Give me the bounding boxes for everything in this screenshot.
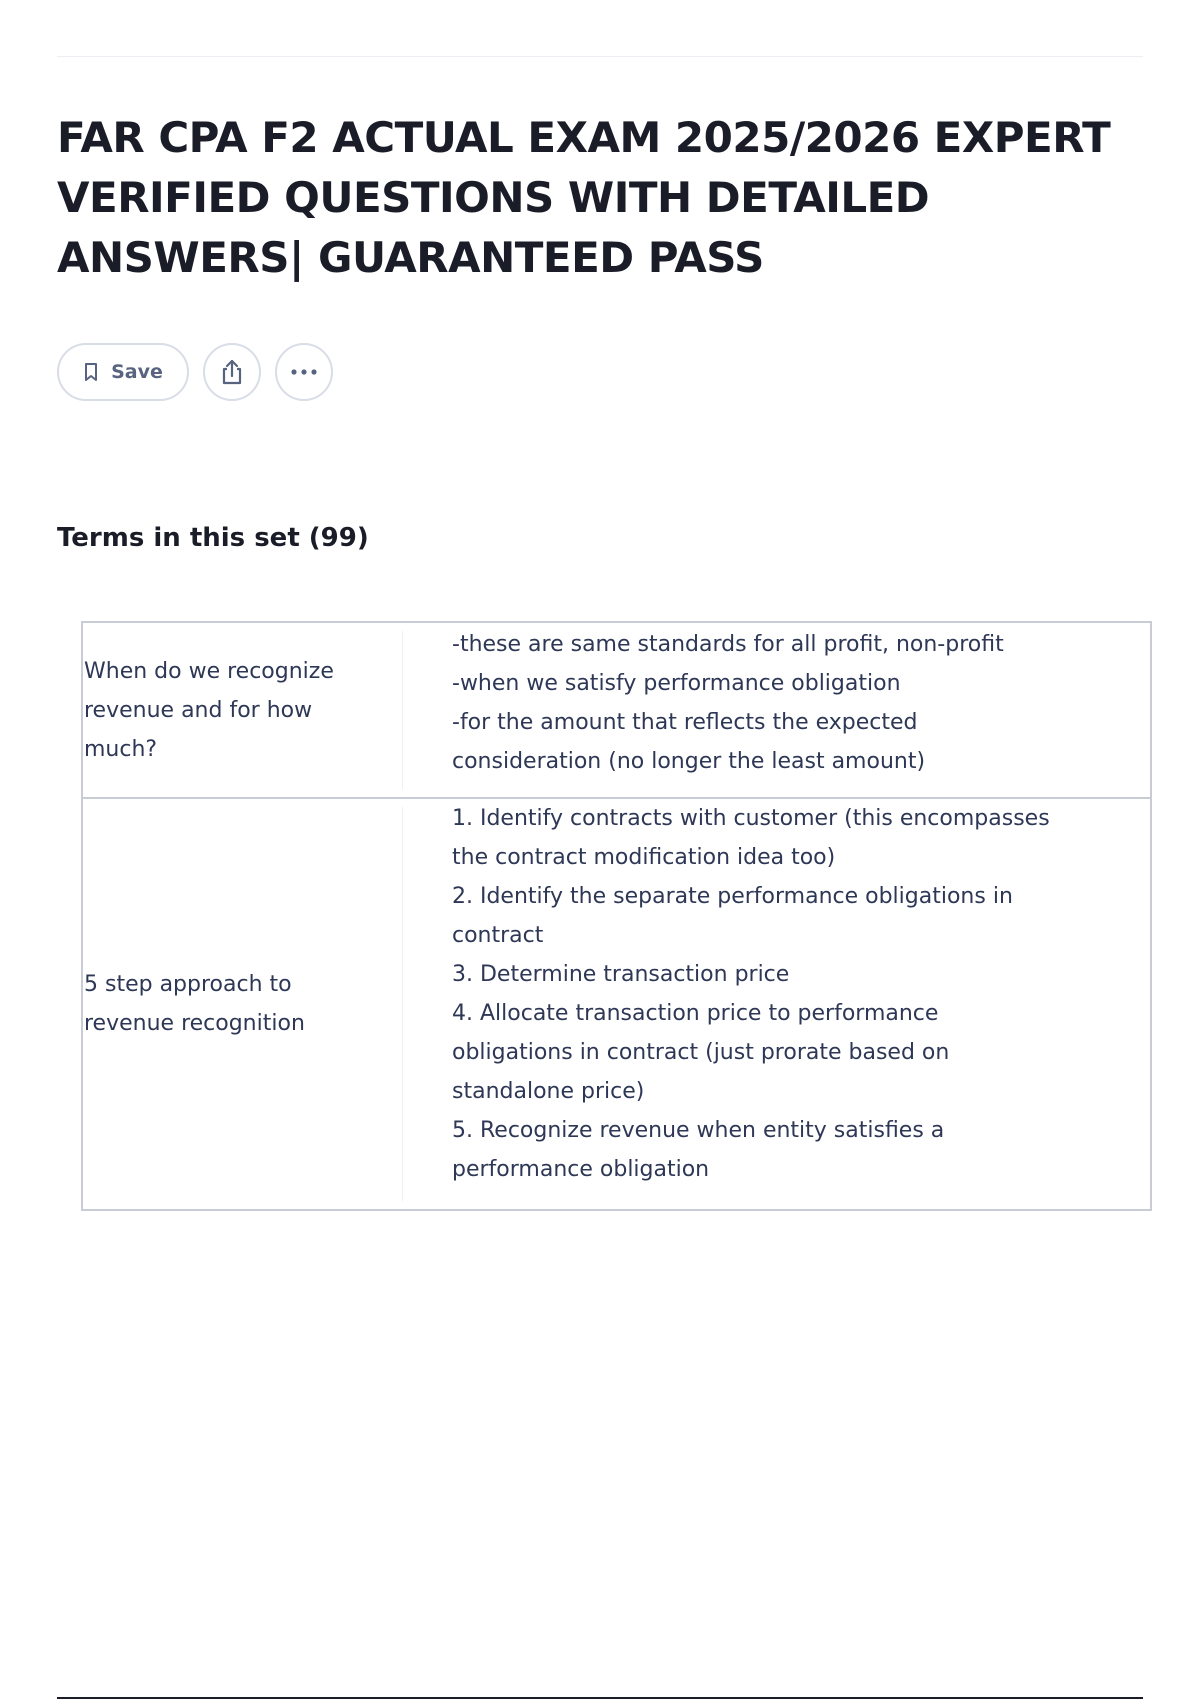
term-row xyxy=(83,623,1150,799)
definition-cell xyxy=(403,799,1150,1193)
terms-table xyxy=(81,621,1152,1211)
more-options-button[interactable] xyxy=(275,343,333,401)
definition-text: -these are same standards for all profit, non-profit -when we satisfy performance obligation -for the amount that reflects the expected consideration (no longer the least amount) xyxy=(452,632,1004,774)
share-button[interactable] xyxy=(203,343,261,401)
term-row xyxy=(83,799,1150,1209)
terms-heading: Terms in this set (99) xyxy=(57,523,369,553)
definition-cell xyxy=(403,623,1150,781)
term-cell xyxy=(83,631,403,789)
save-button-label: Save xyxy=(111,361,163,383)
top-divider xyxy=(57,56,1143,57)
term-text: 5 step approach to revenue recognition xyxy=(84,972,305,1036)
save-button[interactable] xyxy=(57,343,189,401)
definition-text: 1. Identify contracts with customer (this encompasses the contract modification idea too) 2. Identify the separate performance obligations in contract 3. Determine transaction price 4. Allocate transaction price to performance obligations in contract (just prorate based on standalone price) 5. Recognize revenue when entity satisfies a performance obligation xyxy=(452,806,1050,1182)
page-title: FAR CPA F2 ACTUAL EXAM 2025/2026 EXPERT VERIFIED QUESTIONS WITH DETAILED ANSWERS| GUARANTEED PASS xyxy=(57,113,1111,282)
share-icon xyxy=(219,358,245,386)
more-options-icon xyxy=(290,368,318,376)
bookmark-icon xyxy=(83,362,99,382)
term-cell xyxy=(83,807,403,1201)
bottom-divider xyxy=(57,1697,1143,1699)
action-bar xyxy=(57,343,333,401)
term-text: When do we recognize revenue and for how much? xyxy=(84,658,334,762)
